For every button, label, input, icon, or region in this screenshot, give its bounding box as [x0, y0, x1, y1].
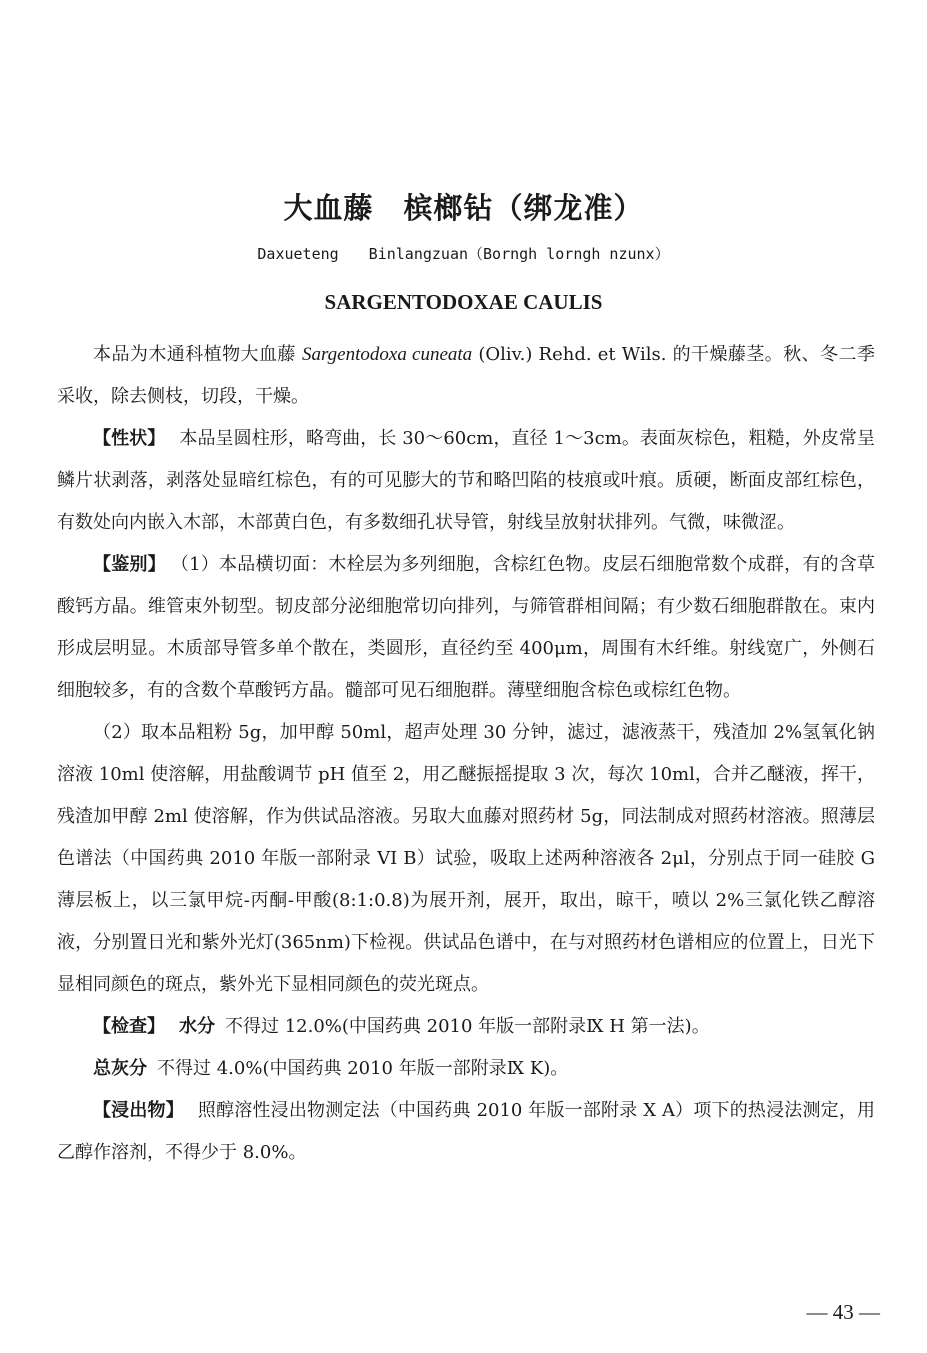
monograph-body [57, 334, 875, 1174]
extractives-heading: 【浸出物】 [93, 1100, 184, 1121]
identification-text-1: （1）本品横切面：木栓层为多列细胞，含棕红色物。皮层石细胞常数个成群，有的含草酸钙方晶。维管束外韧型。韧皮部分泌细胞常切向排列，与筛管群相间隔；有少数石细胞群散在。束内形成层明显。木质部导管多单个散在，类圆形，直径约至 400μm，周围有木纤维。射线宽广，外侧石细胞较多，有的含数个草酸钙方晶。髓部可见石细胞群。薄壁细胞含棕色或棕红色物。 [57, 554, 876, 701]
species-name: Sargentodoxa cuneata [301, 344, 473, 365]
extractives-section [57, 1090, 875, 1174]
ash-text: 不得过 4.0%(中国药典 2010 年版一部附录Ⅸ K)。 [157, 1058, 569, 1079]
water-label: 水分 [179, 1016, 215, 1037]
extractives-text: 照醇溶性浸出物测定法（中国药典 2010 年版一部附录 X A）项下的热浸法测定，用乙醇作溶剂，不得少于 8.0%。 [57, 1100, 875, 1163]
total-ash-line [57, 1048, 875, 1090]
examination-section [57, 1006, 875, 1048]
intro-text-before: 本品为木通科植物大血藤 [93, 344, 302, 365]
examination-heading: 【检查】 [93, 1016, 165, 1037]
identification-paragraph-2 [57, 712, 875, 1006]
identification-heading: 【鉴别】 [93, 554, 166, 575]
characters-heading: 【性状】 [93, 428, 166, 449]
water-text: 不得过 12.0%(中国药典 2010 年版一部附录Ⅸ H 第一法)。 [225, 1016, 710, 1037]
latin-title: SARGENTODOXAE CAULIS [324, 290, 603, 314]
characters-text: 本品呈圆柱形，略弯曲，长 30～60cm，直径 1～3cm。表面灰棕色，粗糙，外皮常呈鳞片状剥落，剥落处显暗红棕色，有的可见膨大的节和略凹陷的枝痕或叶痕。质硬，断面皮部红棕色，有数处向内嵌入木部，木部黄白色，有多数细孔状导管，射线呈放射状排列。气微，味微涩。 [57, 428, 876, 533]
intro-text-after: (Oliv.) Rehd. et Wils. 的干燥藤茎。秋、冬二季采收，除去侧枝，切段，干燥。 [57, 344, 875, 407]
page-number: — 43 — [806, 1300, 880, 1324]
ash-label: 总灰分 [93, 1058, 147, 1079]
intro-paragraph [57, 334, 875, 418]
characters-section [57, 418, 875, 544]
identification-text-2: （2）取本品粗粉 5g，加甲醇 50ml，超声处理 30 分钟，滤过，滤液蒸干，残渣加 2%氢氧化钠溶液 10ml 使溶解，用盐酸调节 pH 值至 2，用乙醚振摇提取 3 次，每次 10ml，合并乙醚液，挥干，残渣加甲醇 2ml 使溶解，作为供试品溶液。另取大血藤对照药材 5g，同法制成对照药材溶液。照薄层色谱法（中国药典 2010 年版一部附录 VI B）试验，吸取上述两种溶液各 2μl，分别点于同一硅胶 G 薄层板上，以三氯甲烷-丙酮-甲酸(8:1:0.8)为展开剂，展开，取出，晾干，喷以 2%三氯化铁乙醇溶液，分别置日光和紫外光灯(365nm)下检视。供试品色谱中，在与对照药材色谱相应的位置上，日光下显相同颜色的斑点，紫外光下显相同颜色的荧光斑点。 [57, 722, 875, 995]
monograph-title: 大血藤 槟榔钻（绑龙准） [283, 191, 644, 225]
identification-section [57, 544, 875, 712]
pinyin-title: Daxueteng Binlangzuan（Borngh lorngh nzunx） [257, 245, 670, 263]
